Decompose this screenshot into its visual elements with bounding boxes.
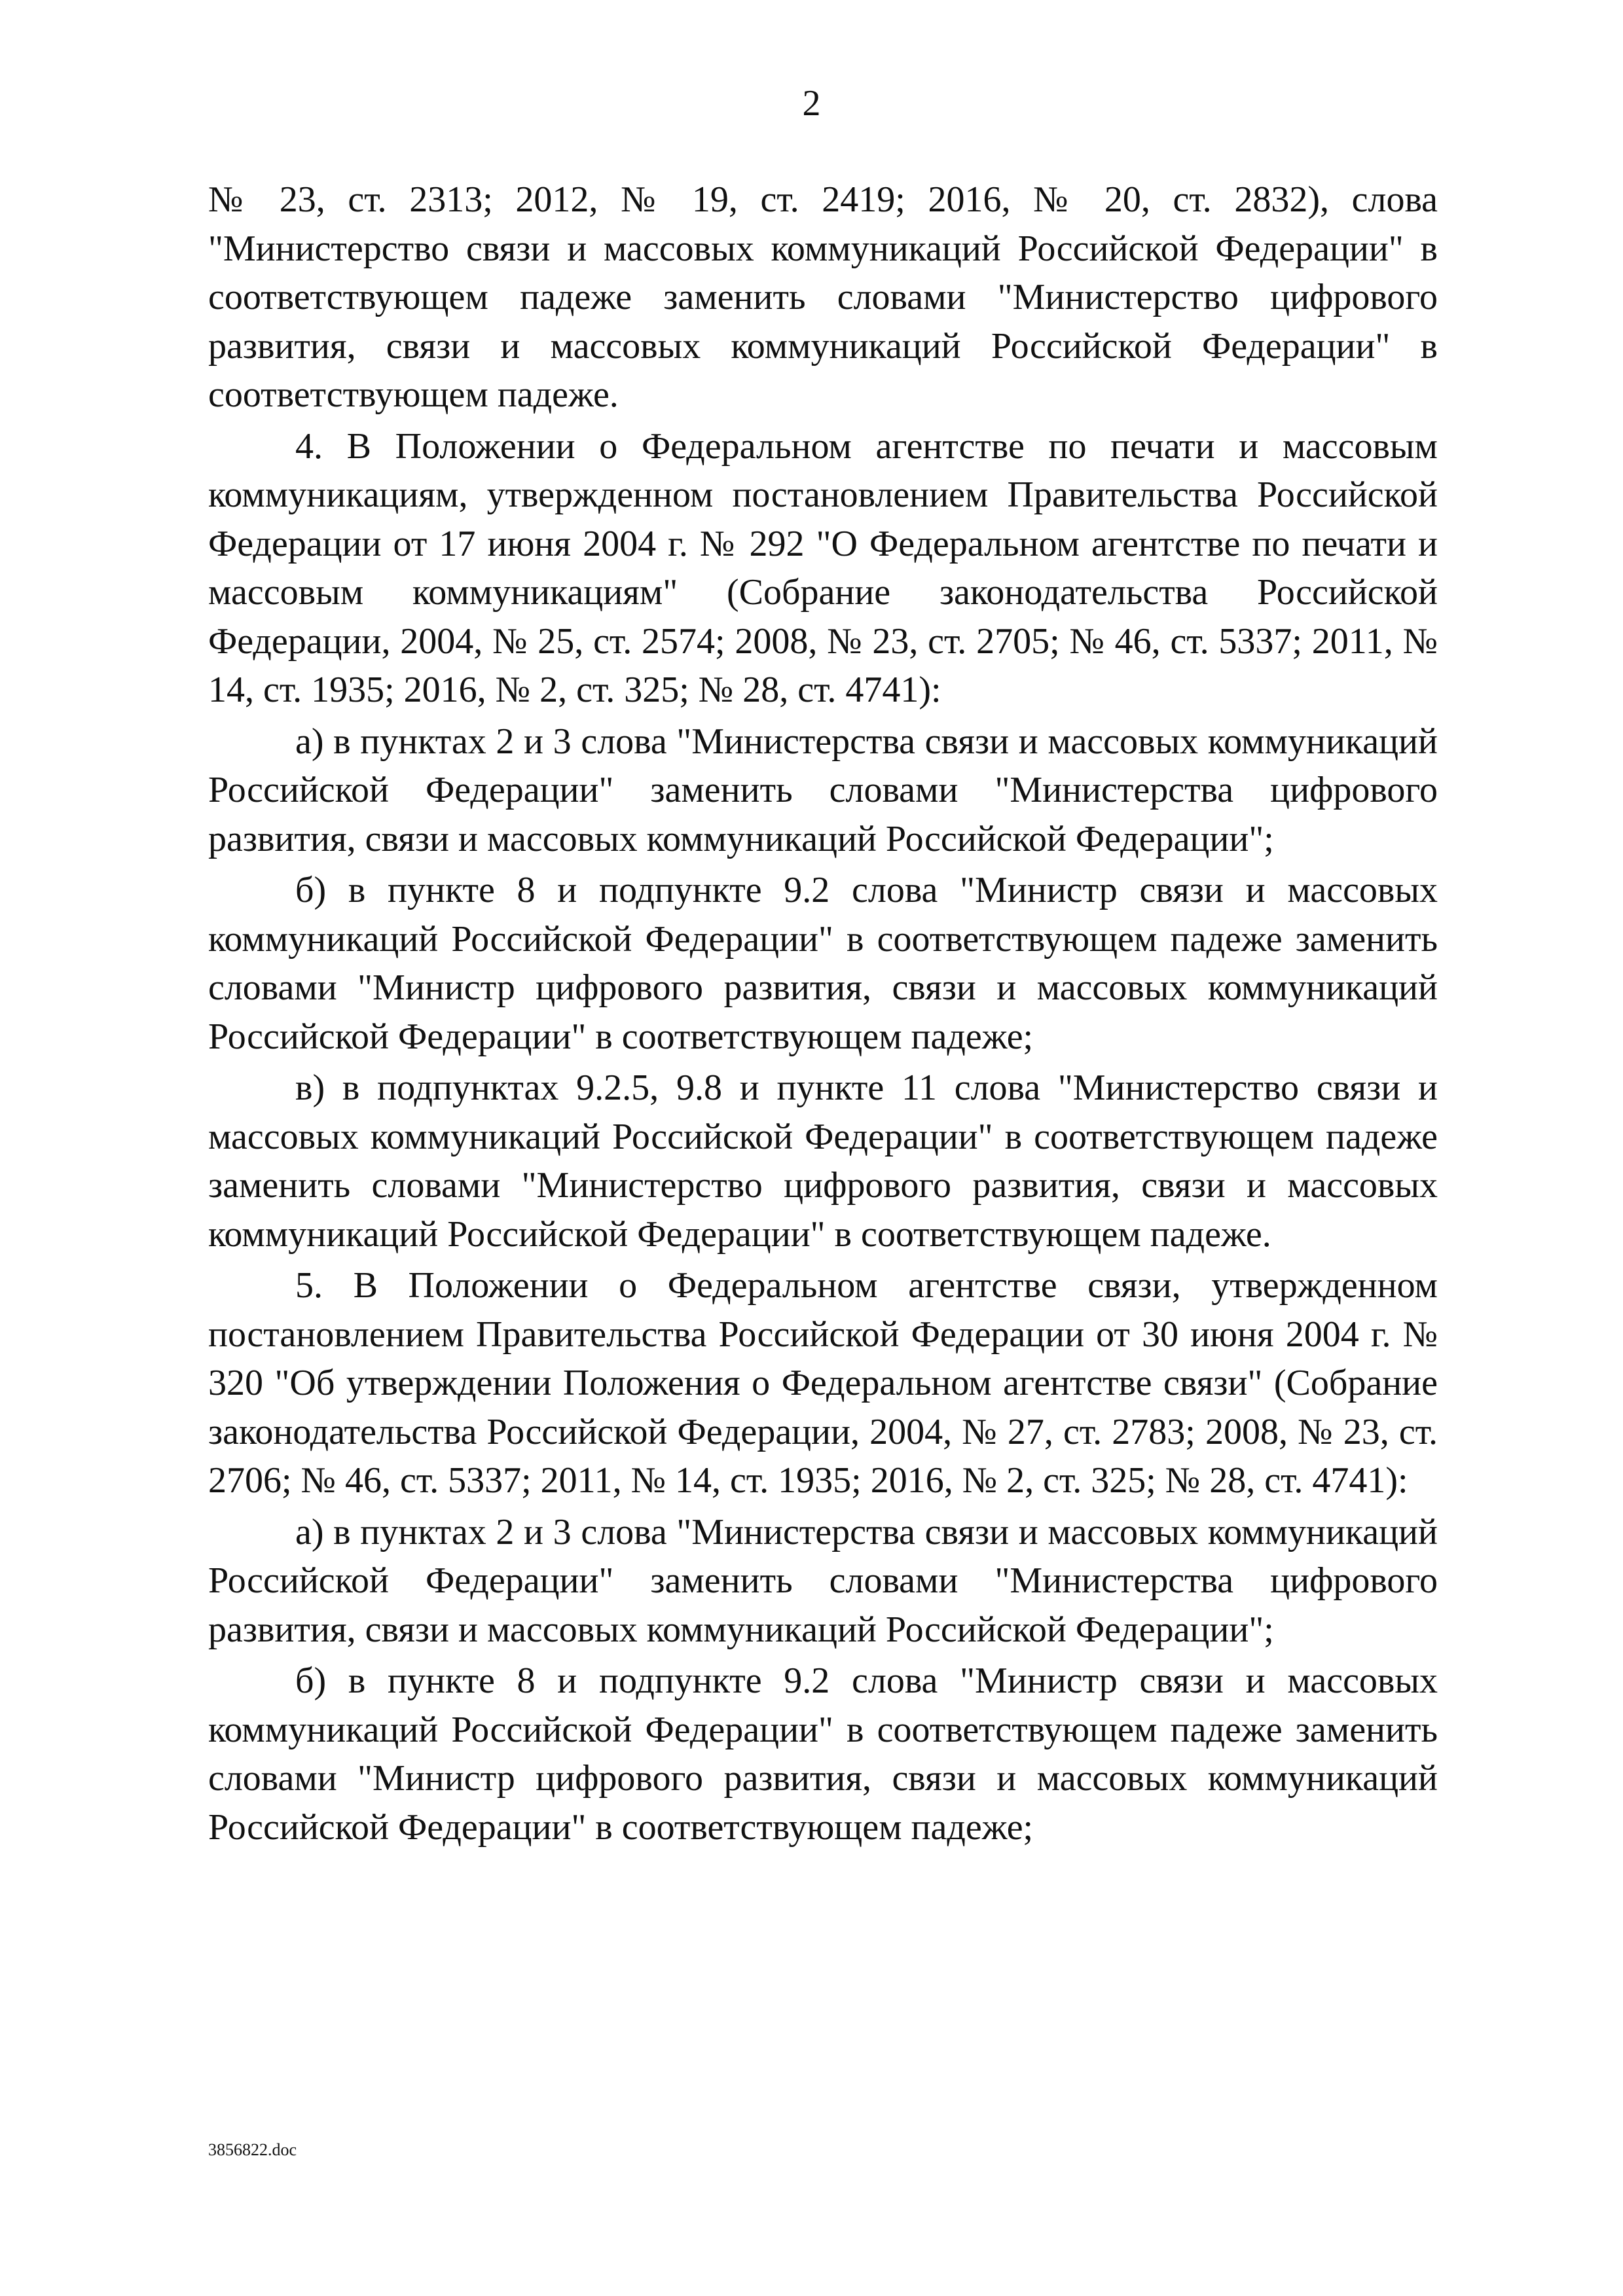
document-file-code: 3856822.doc: [208, 2140, 297, 2159]
paragraph-continuation: № 23, ст. 2313; 2012, № 19, ст. 2419; 2016, № 20, ст. 2832), слова "Министерство связи и массовых коммуникаций Российской Федерации" в соответствующем падеже заменить словами "Министерство цифрового развития, связи и массовых коммуникаций Российской Федерации" в соответствующем падеже.: [208, 179, 1438, 415]
paragraph-item-4b: б) в пункте 8 и подпункте 9.2 слова "Министр связи и массовых коммуникаций Российской Федерации" в соответствующем падеже заменить словами "Министр цифрового развития, связи и массовых коммуникаций Российской Федерации" в соответствующем падеже;: [208, 870, 1438, 1057]
paragraph-item-4a: а) в пунктах 2 и 3 слова "Министерства связи и массовых коммуникаций Российской Федерации" заменить словами "Министерства цифрового развития, связи и массовых коммуникаций Российской Федерации";: [208, 721, 1438, 859]
paragraph-item-4v: в) в подпунктах 9.2.5, 9.8 и пункте 11 слова "Министерство связи и массовых коммуникаций Российской Федерации" в соответствующем падеже заменить словами "Министерство цифрового развития, связи и массовых коммуникаций Российской Федерации" в соответствующем падеже.: [208, 1067, 1438, 1255]
document-body: [208, 175, 1438, 1852]
paragraph-item-5a: а) в пунктах 2 и 3 слова "Министерства связи и массовых коммуникаций Российской Федерации" заменить словами "Министерства цифрового развития, связи и массовых коммуникаций Российской Федерации";: [208, 1511, 1438, 1650]
page-number: 2: [802, 83, 821, 124]
paragraph-item-5: 5. В Положении о Федеральном агентстве связи, утвержденном постановлением Правительства Российской Федерации от 30 июня 2004 г. № 320 "Об утверждении Положения о Федеральном агентстве связи" (Собрание законодательства Российской Федерации, 2004, № 27, ст. 2783; 2008, № 23, ст. 2706; № 46, ст. 5337; 2011, № 14, ст. 1935; 2016, № 2, ст. 325; № 28, ст. 4741):: [208, 1265, 1438, 1501]
paragraph-item-5b: б) в пункте 8 и подпункте 9.2 слова "Министр связи и массовых коммуникаций Российской Федерации" в соответствующем падеже заменить словами "Министр цифрового развития, связи и массовых коммуникаций Российской Федерации" в соответствующем падеже;: [208, 1660, 1438, 1848]
paragraph-item-4: 4. В Положении о Федеральном агентстве по печати и массовым коммуникациям, утвержденном постановлением Правительства Российской Федерации от 17 июня 2004 г. № 292 "О Федеральном агентстве по печати и массовым коммуникациям" (Собрание законодательства Российской Федерации, 2004, № 25, ст. 2574; 2008, № 23, ст. 2705; № 46, ст. 5337; 2011, № 14, ст. 1935; 2016, № 2, ст. 325; № 28, ст. 4741):: [208, 425, 1438, 710]
